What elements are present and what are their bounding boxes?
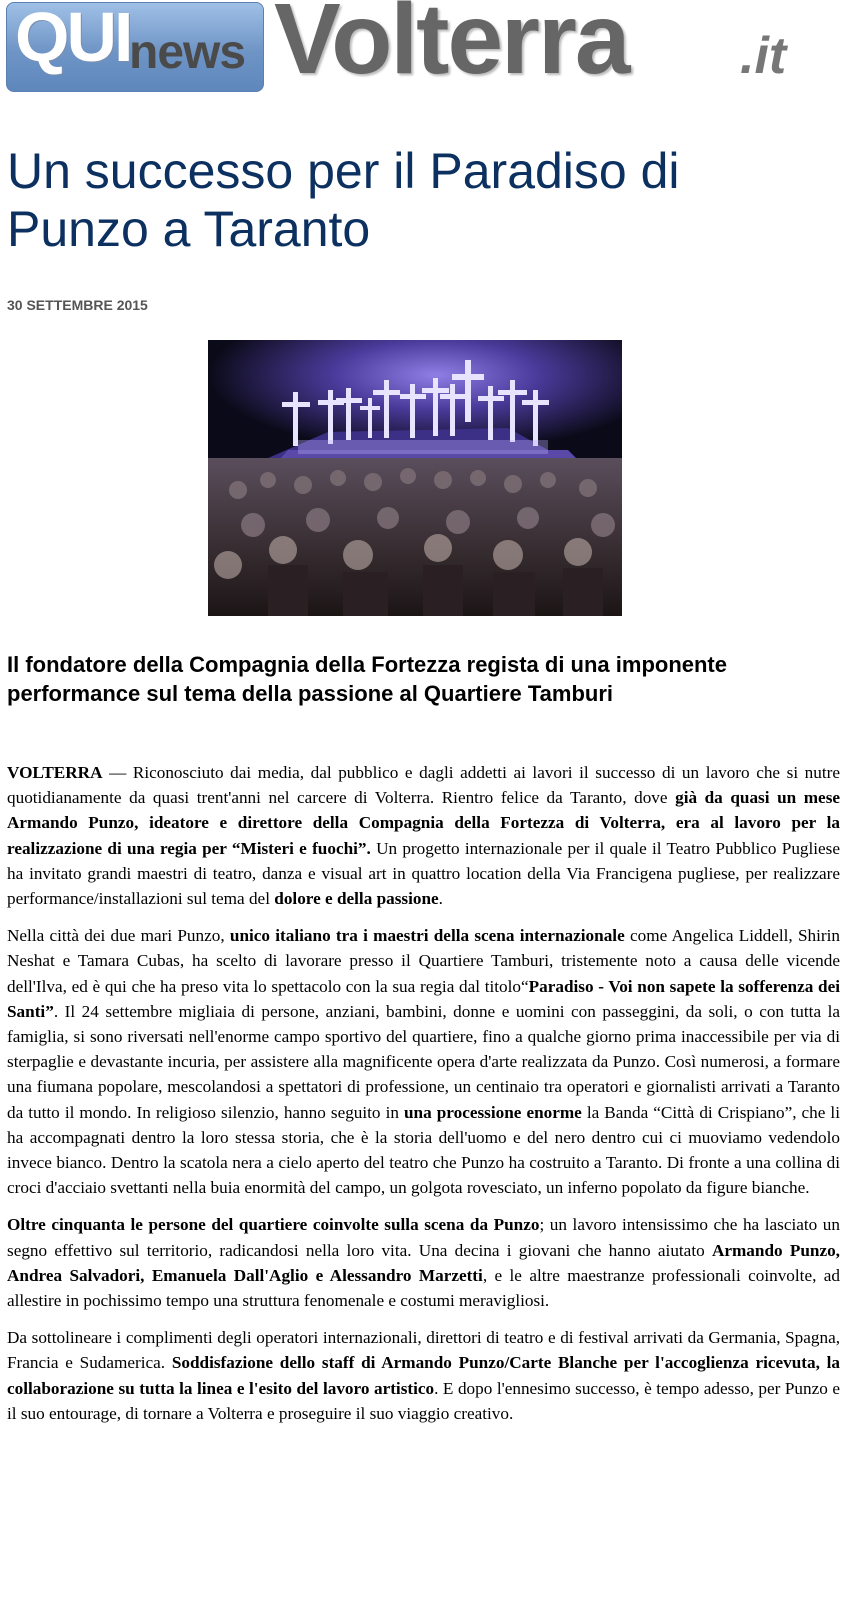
text-run: , e le altre maestranze professionali coinvolte, ad allestire in pochissimo tempo una struttura fenomenale e costumi meravigliosi. [7,1265,840,1311]
article-paragraph [7,1325,840,1426]
logo-news-text: news [129,26,246,79]
bold-text-run: VOLTERRA [7,763,103,782]
article-photo [208,340,622,616]
text-run: la Banda “Città di Crispiano”, che li ha accompagnati dentro la loro stessa storia, che è la storia dell'uomo e del nero dentro cui ci muoviamo vedendolo invece bianco. Dentro la scatola nera a cielo aperto del teatro che Punzo ha costruito a Taranto. Di fronte a una collina di croci d'acciaio svettanti nella buia enormità del campo, un golgota rovesciato, un inferno popolato da figure bianche. [7,1102,840,1198]
article-title: Un successo per il Paradiso di Punzo a Taranto [7,143,680,257]
bold-text-run: Armando Punzo, Andrea Salvadori, Emanuela Dall'Aglio e Alessandro Marzetti [7,1240,840,1285]
logo-site-name[interactable]: Volterra [274,0,629,95]
bold-text-run: dolore e della passione [274,889,439,909]
article-paragraph [7,923,840,1200]
article-paragraph [7,1212,840,1313]
bold-text-run: unico italiano tra i maestri della scena internazionale [229,926,625,946]
bold-text-run: una processione enorme [403,1102,582,1122]
stage-crosses-crowd-image [208,340,622,616]
article-subtitle: Il fondatore della Compagnia della Fortezza regista di una imponente performance sul tema della passione al Quartiere Tamburi [7,652,727,706]
logo-tld: .it [740,27,787,85]
text-run: Nella città dei due mari Punzo, [7,926,230,946]
bold-text-run: Soddisfazione dello staff di Armando Punzo/Carte Blanche per l'accoglienza ricevuta, la collaborazione su tutta la linea e l'esito del lavoro artistico [7,1353,840,1398]
quinews-logo-badge[interactable] [6,2,264,92]
site-header [6,0,836,96]
logo-qui-text: QUI [15,0,131,76]
bold-text-run: già da quasi un mese Armando Punzo, ideatore e direttore della Compagnia della Fortezza di Volterra, era al lavoro per la realizzazione di una regia per “Misteri e fuochi”. [7,788,841,858]
bold-text-run: Oltre cinquanta le persone del quartiere coinvolte sulla scena da Punzo [7,1215,540,1235]
text-run: ; un lavoro intensissimo che ha lasciato un segno effettivo sul territorio, radicandosi nella loro vita. Una decina i giovani che hanno aiutato [7,1215,840,1260]
text-run: come Angelica Liddell, Shirin Neshat e Tamara Cubas, ha scelto di lavorare presso il Quartiere Tamburi, tristemente noto a causa delle vicende dell'Ilva, ed è qui che ha preso vita lo spettacolo con la sua regia dal titolo“ [7,926,840,996]
text-run: . E dopo l'ennesimo successo, è tempo adesso, per Punzo e il suo entourage, di tornare a Volterra e proseguire il suo viaggio creativo. [7,1378,840,1423]
text-run: — Riconosciuto dai media, dal pubblico e dagli addetti ai lavori il successo di un lavoro che si nutre quotidianamente da quasi trent'anni nel carcere di Volterra. Rientro felice da Taranto, dove [7,763,840,808]
text-run: Da sottolineare i complimenti degli operatori internazionali, direttori di teatro e di festival arrivati da Germania, Spagna, Francia e Sudamerica. [7,1328,840,1373]
article-body [7,760,840,1438]
article-date: 30 SETTEMBRE 2015 [7,297,148,313]
text-run: Un progetto internazionale per il quale il Teatro Pubblico Pugliese ha invitato grandi maestri di teatro, danza e visual art in quattro location della Via Francigena pugliese, per realizzare performance/installazioni sul tema del [7,838,840,909]
text-run: . Il 24 settembre migliaia di persone, anziani, bambini, donne e uomini con passeggini, da soli, o con tutta la famiglia, si sono riversati nell'enorme campo sportivo del quartiere, fino a qualche giorno prima inaccessibile per via di sterpaglie e devastante incuria, per assistere alla magnificente opera d'arte realizzata da Punzo. Così numerosi, a formare una fiumana popolare, mescolandosi a spettatori di professione, un centinaio tra operatori e giornalisti arrivati a Taranto da tutto il mondo. In religioso silenzio, hanno seguito in [7,1001,840,1122]
article-paragraph [7,760,840,911]
bold-text-run: Paradiso - Voi non sapete la sofferenza dei Santi” [7,976,840,1021]
text-run: . [438,889,443,909]
